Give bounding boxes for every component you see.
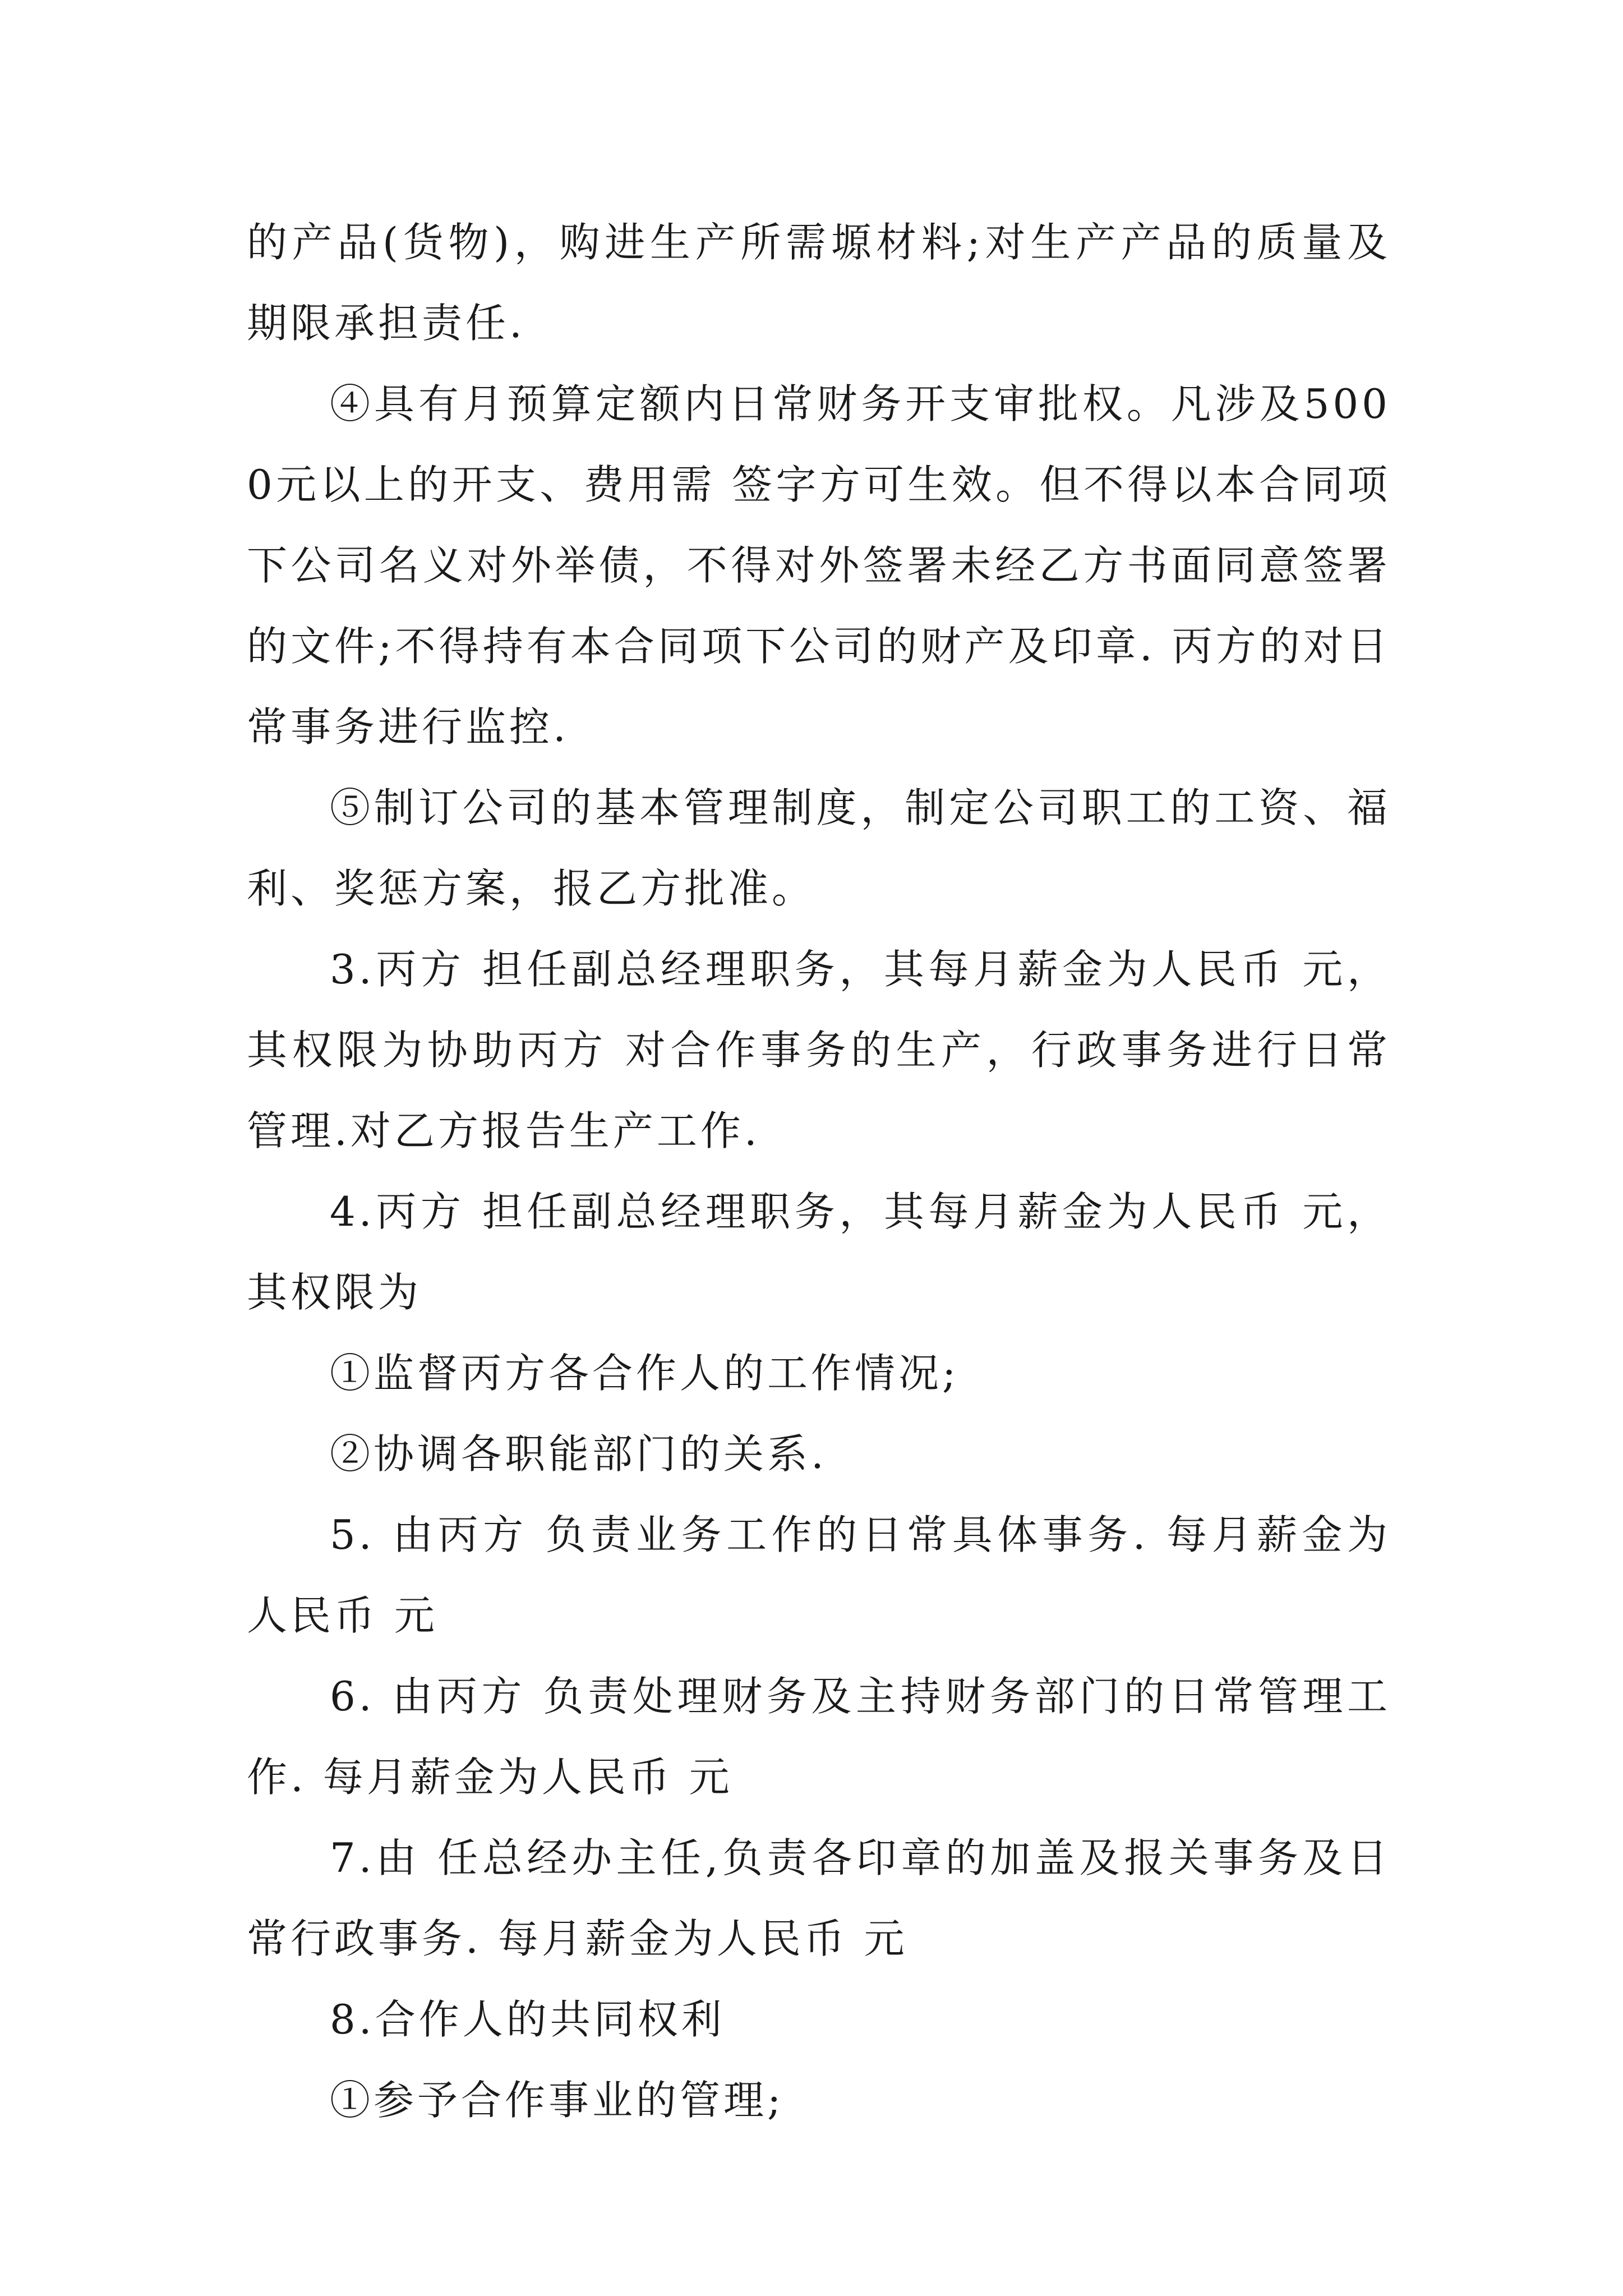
paragraph-1: 的产品(货物)，购进生产所需塬材料;对生产产品的质量及期限承担责任.	[247, 219, 1391, 347]
paragraph-5: 4.丙方 担任副总经理职务，其每月薪金为人民币 元，其权限为	[247, 1188, 1391, 1316]
paragraph-11: 8.合作人的共同权利	[330, 1996, 725, 2043]
paragraph-3: ⑤制订公司的基本管理制度，制定公司职工的工资、福利、奖惩方案，报乙方批准。	[247, 784, 1391, 912]
paragraph-9: 6. 由丙方 负责处理财务及主持财务部门的日常管理工作. 每月薪金为人民币 元	[247, 1673, 1391, 1801]
paragraph-4: 3.丙方 担任副总经理职务，其每月薪金为人民币 元，其权限为协助丙方 对合作事务的生产，行政事务进行日常管理.对乙方报告生产工作.	[247, 946, 1391, 1154]
paragraph-2: ④具有月预算定额内日常财务开支审批权。凡涉及5000元以上的开支、费用需 签字方可生效。但不得以本合同项下公司名义对外举债，不得对外签署未经乙方书面同意签署的文件;不得持有本合同项下公司的财产及印章. 丙方的对日常事务进行监控.	[247, 380, 1391, 751]
paragraph-7: ②协调各职能部门的关系.	[330, 1430, 827, 1478]
paragraph-12: ①参予合作事业的管理;	[330, 2077, 785, 2124]
paragraph-6: ①监督丙方各合作人的工作情况;	[330, 1350, 960, 1397]
paragraph-8: 5. 由丙方 负责业务工作的日常具体事务. 每月薪金为人民币 元	[247, 1511, 1391, 1639]
document-body	[247, 202, 1391, 2141]
paragraph-10: 7.由 任总经办主任,负责各印章的加盖及报关事务及日常行政事务. 每月薪金为人民币 元	[247, 1834, 1391, 1962]
